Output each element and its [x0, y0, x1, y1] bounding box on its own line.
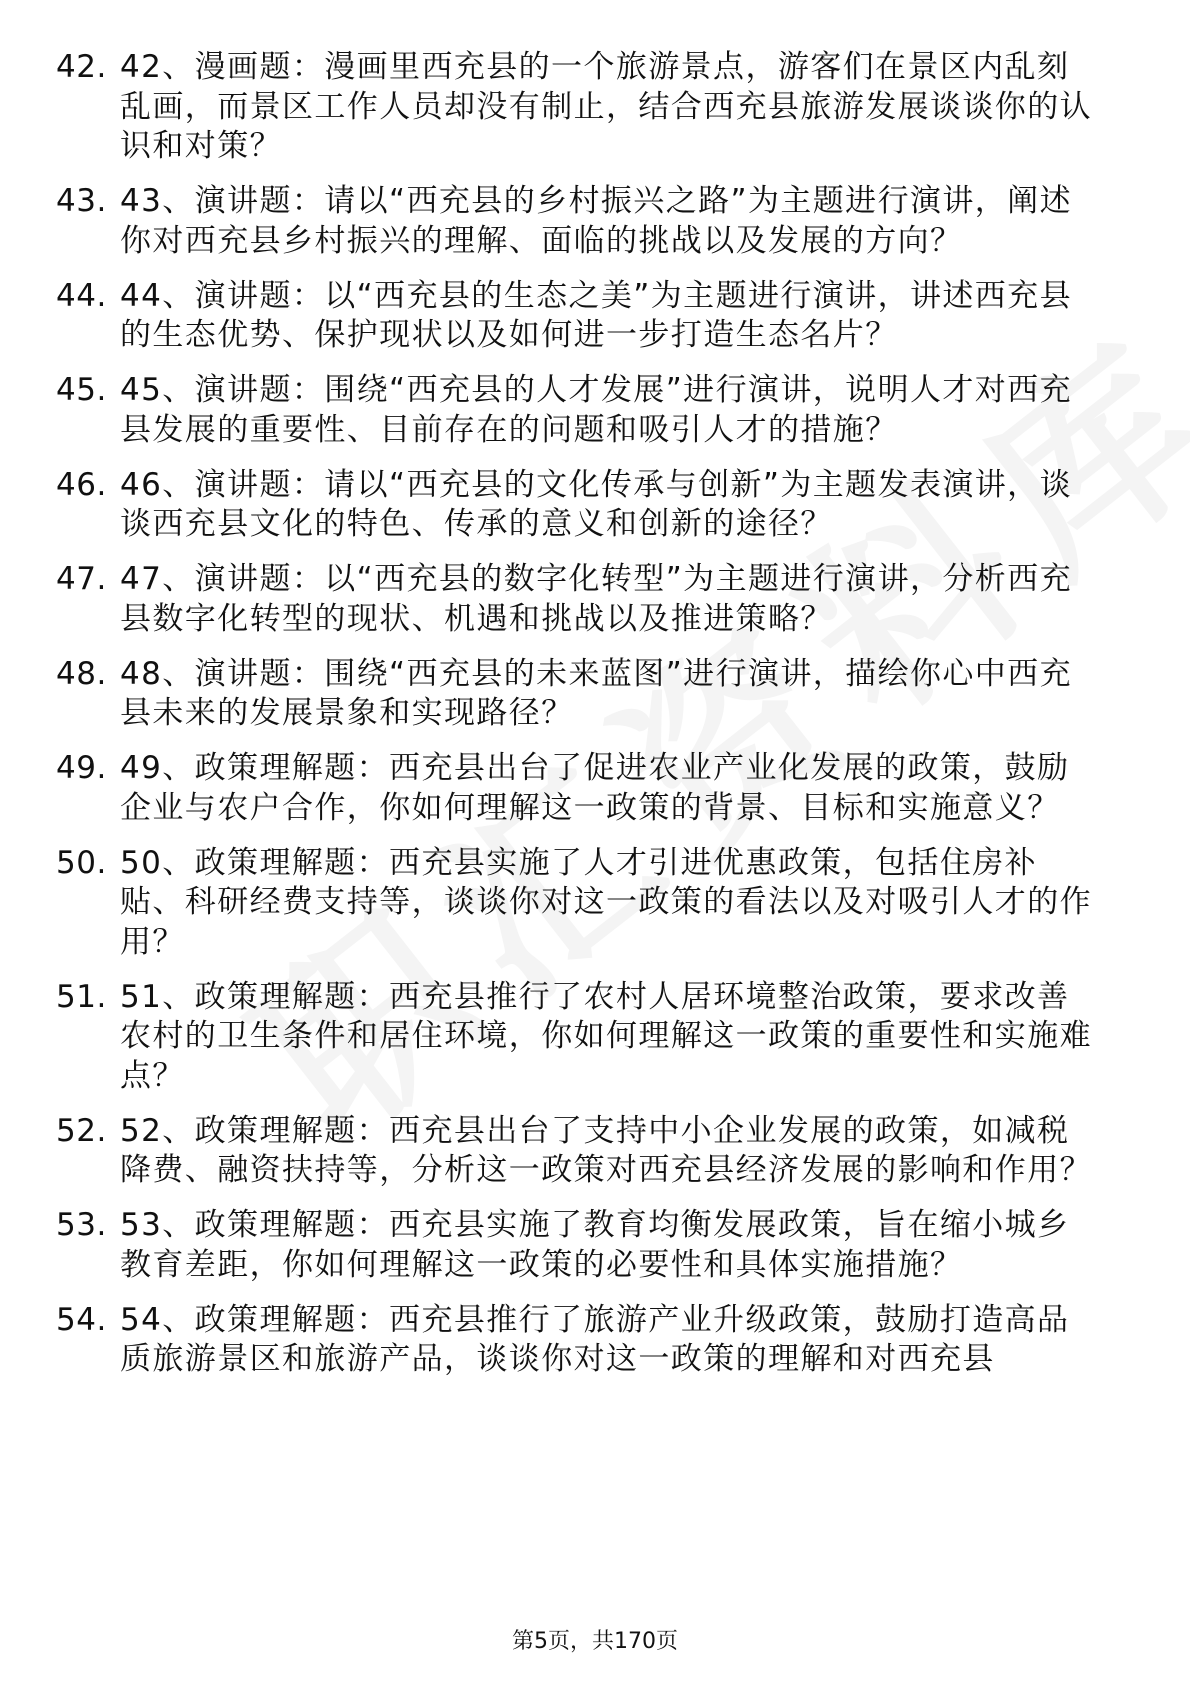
question-item-45 — [56, 371, 1116, 450]
question-text: 49、政策理解题：西充县出台了促进农业产业化发展的政策，鼓励企业与农户合作，你如何理解这一政策的背景、目标和实施意义？ — [120, 750, 1070, 826]
question-item-53 — [56, 1206, 1116, 1285]
question-text: 48、演讲题：围绕“西充县的未来蓝图”进行演讲，描绘你心中西充县未来的发展景象和实现路径？ — [120, 655, 1072, 731]
question-text: 50、政策理解题：西充县实施了人才引进优惠政策，包括住房补贴、科研经费支持等，谈谈你对这一政策的看法以及对吸引人才的作用？ — [120, 844, 1092, 960]
question-text: 43、演讲题：请以“西充县的乡村振兴之路”为主题进行演讲，阐述你对西充县乡村振兴的理解、面临的挑战以及发展的方向？ — [120, 183, 1072, 259]
question-number: 49. — [56, 750, 107, 786]
question-item-51 — [56, 978, 1116, 1097]
question-number: 43. — [56, 183, 107, 219]
question-number: 50. — [56, 844, 107, 881]
question-list — [56, 48, 1116, 1395]
question-text: 45、演讲题：围绕“西充县的人才发展”进行演讲，说明人才对西充县发展的重要性、目前存在的问题和吸引人才的措施？ — [120, 372, 1072, 448]
page-number-footer: 第5页，共170页 — [512, 1629, 678, 1654]
question-number: 52. — [56, 1112, 107, 1149]
question-text: 52、政策理解题：西充县出台了支持中小企业发展的政策，如减税降费、融资扶持等，分析这一政策对西充县经济发展的影响和作用？ — [120, 1112, 1092, 1188]
question-item-48 — [56, 655, 1116, 734]
question-number: 45. — [56, 372, 107, 408]
question-number: 51. — [56, 978, 107, 1015]
question-item-49 — [56, 749, 1116, 828]
question-item-47 — [56, 560, 1116, 639]
question-item-44 — [56, 277, 1116, 356]
question-number: 46. — [56, 466, 107, 503]
question-text: 51、政策理解题：西充县推行了农村人居环境整治政策，要求改善农村的卫生条件和居住环境，你如何理解这一政策的重要性和实施难点？ — [120, 978, 1092, 1094]
question-text: 46、演讲题：请以“西充县的文化传承与创新”为主题发表演讲，谈谈西充县文化的特色、传承的意义和创新的途径？ — [120, 466, 1072, 542]
question-number: 44. — [56, 277, 107, 314]
question-item-52 — [56, 1112, 1116, 1191]
question-item-46 — [56, 466, 1116, 545]
question-number: 54. — [56, 1301, 107, 1338]
question-item-43 — [56, 182, 1116, 261]
question-number: 47. — [56, 561, 107, 597]
question-item-54 — [56, 1301, 1116, 1380]
question-number: 53. — [56, 1207, 107, 1243]
question-item-42 — [56, 48, 1116, 167]
question-number: 48. — [56, 655, 107, 692]
question-item-50 — [56, 844, 1116, 963]
question-number: 42. — [56, 49, 107, 85]
question-text: 54、政策理解题：西充县推行了旅游产业升级政策，鼓励打造高品质旅游景区和旅游产品，谈谈你对这一政策的理解和对西充县 — [120, 1301, 1070, 1377]
question-text: 53、政策理解题：西充县实施了教育均衡发展政策，旨在缩小城乡教育差距，你如何理解这一政策的必要性和具体实施措施？ — [120, 1207, 1070, 1283]
question-text: 47、演讲题：以“西充县的数字化转型”为主题进行演讲，分析西充县数字化转型的现状、机遇和挑战以及推进策略？ — [120, 561, 1072, 637]
question-text: 44、演讲题：以“西充县的生态之美”为主题进行演讲，讲述西充县的生态优势、保护现状以及如何进一步打造生态名片？ — [120, 277, 1072, 353]
question-text: 42、漫画题：漫画里西充县的一个旅游景点，游客们在景区内乱刻乱画，而景区工作人员却没有制止，结合西充县旅游发展谈谈你的认识和对策？ — [120, 49, 1092, 164]
